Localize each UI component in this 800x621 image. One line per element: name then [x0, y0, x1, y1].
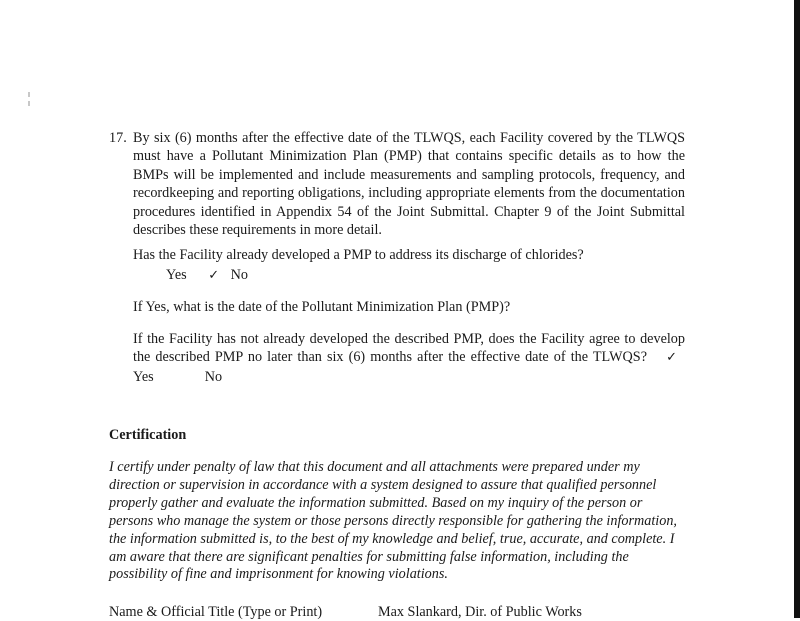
- item-number: 17.: [109, 130, 127, 146]
- certification-text: I certify under penalty of law that this document and all attachments were prepared under my direction or supervision in accordance with a system designed to assure that qualified personnel properly gather and evaluate the information submitted. Based on my inquiry of the person or persons who manage the system or those persons directly responsible for gathering the information, the information submitted is, to the best of my knowledge and belief, true, accurate, and complete. I am aware that there are significant penalties for submitting false information, including the possibility of fine and imprisonment for knowing violations.: [109, 459, 677, 583]
- item-text: By six (6) months after the effective date of the TLWQS, each Facility covered by the TLWQS must have a Pollutant Minimization Plan (PMP) that contains specific details as to how the BMPs will be implemented and include measurements and sampling protocols, frequency, and recordkeeping and reporting obligations, including appropriate elements from the documentation procedures identified in Appendix 54 of the Joint Submittal. Chapter 9 of the Joint Submittal describes these requirements in more detail.: [133, 130, 685, 239]
- check-mark-icon: ✓: [208, 268, 220, 283]
- signature-value: Max Slankard, Dir. of Public Works: [378, 604, 582, 620]
- scan-speck: [28, 101, 30, 106]
- question-pmp-agree: [133, 330, 685, 386]
- option-no: No: [230, 267, 248, 283]
- option-yes: Yes: [166, 267, 187, 283]
- option-no: No: [204, 368, 223, 385]
- scan-speck: [28, 92, 30, 97]
- check-mark-icon: ✓: [666, 350, 678, 366]
- certification-heading: Certification: [109, 427, 187, 443]
- question-pmp-agree-text: If the Facility has not already developed the described PMP, does the Facility agree to develop the described PMP no later than six (6) months after the effective date of the TLWQS?: [133, 331, 685, 366]
- answer-pmp-developed: [166, 266, 252, 285]
- signature-label: Name & Official Title (Type or Print): [109, 604, 323, 620]
- question-pmp-date: If Yes, what is the date of the Pollutant Minimization Plan (PMP)?: [133, 299, 511, 315]
- scan-edge: [794, 0, 800, 618]
- question-pmp-developed: Has the Facility already developed a PMP to address its discharge of chlorides?: [133, 247, 584, 263]
- option-yes: Yes: [133, 368, 154, 385]
- numbered-item-17: [109, 129, 685, 239]
